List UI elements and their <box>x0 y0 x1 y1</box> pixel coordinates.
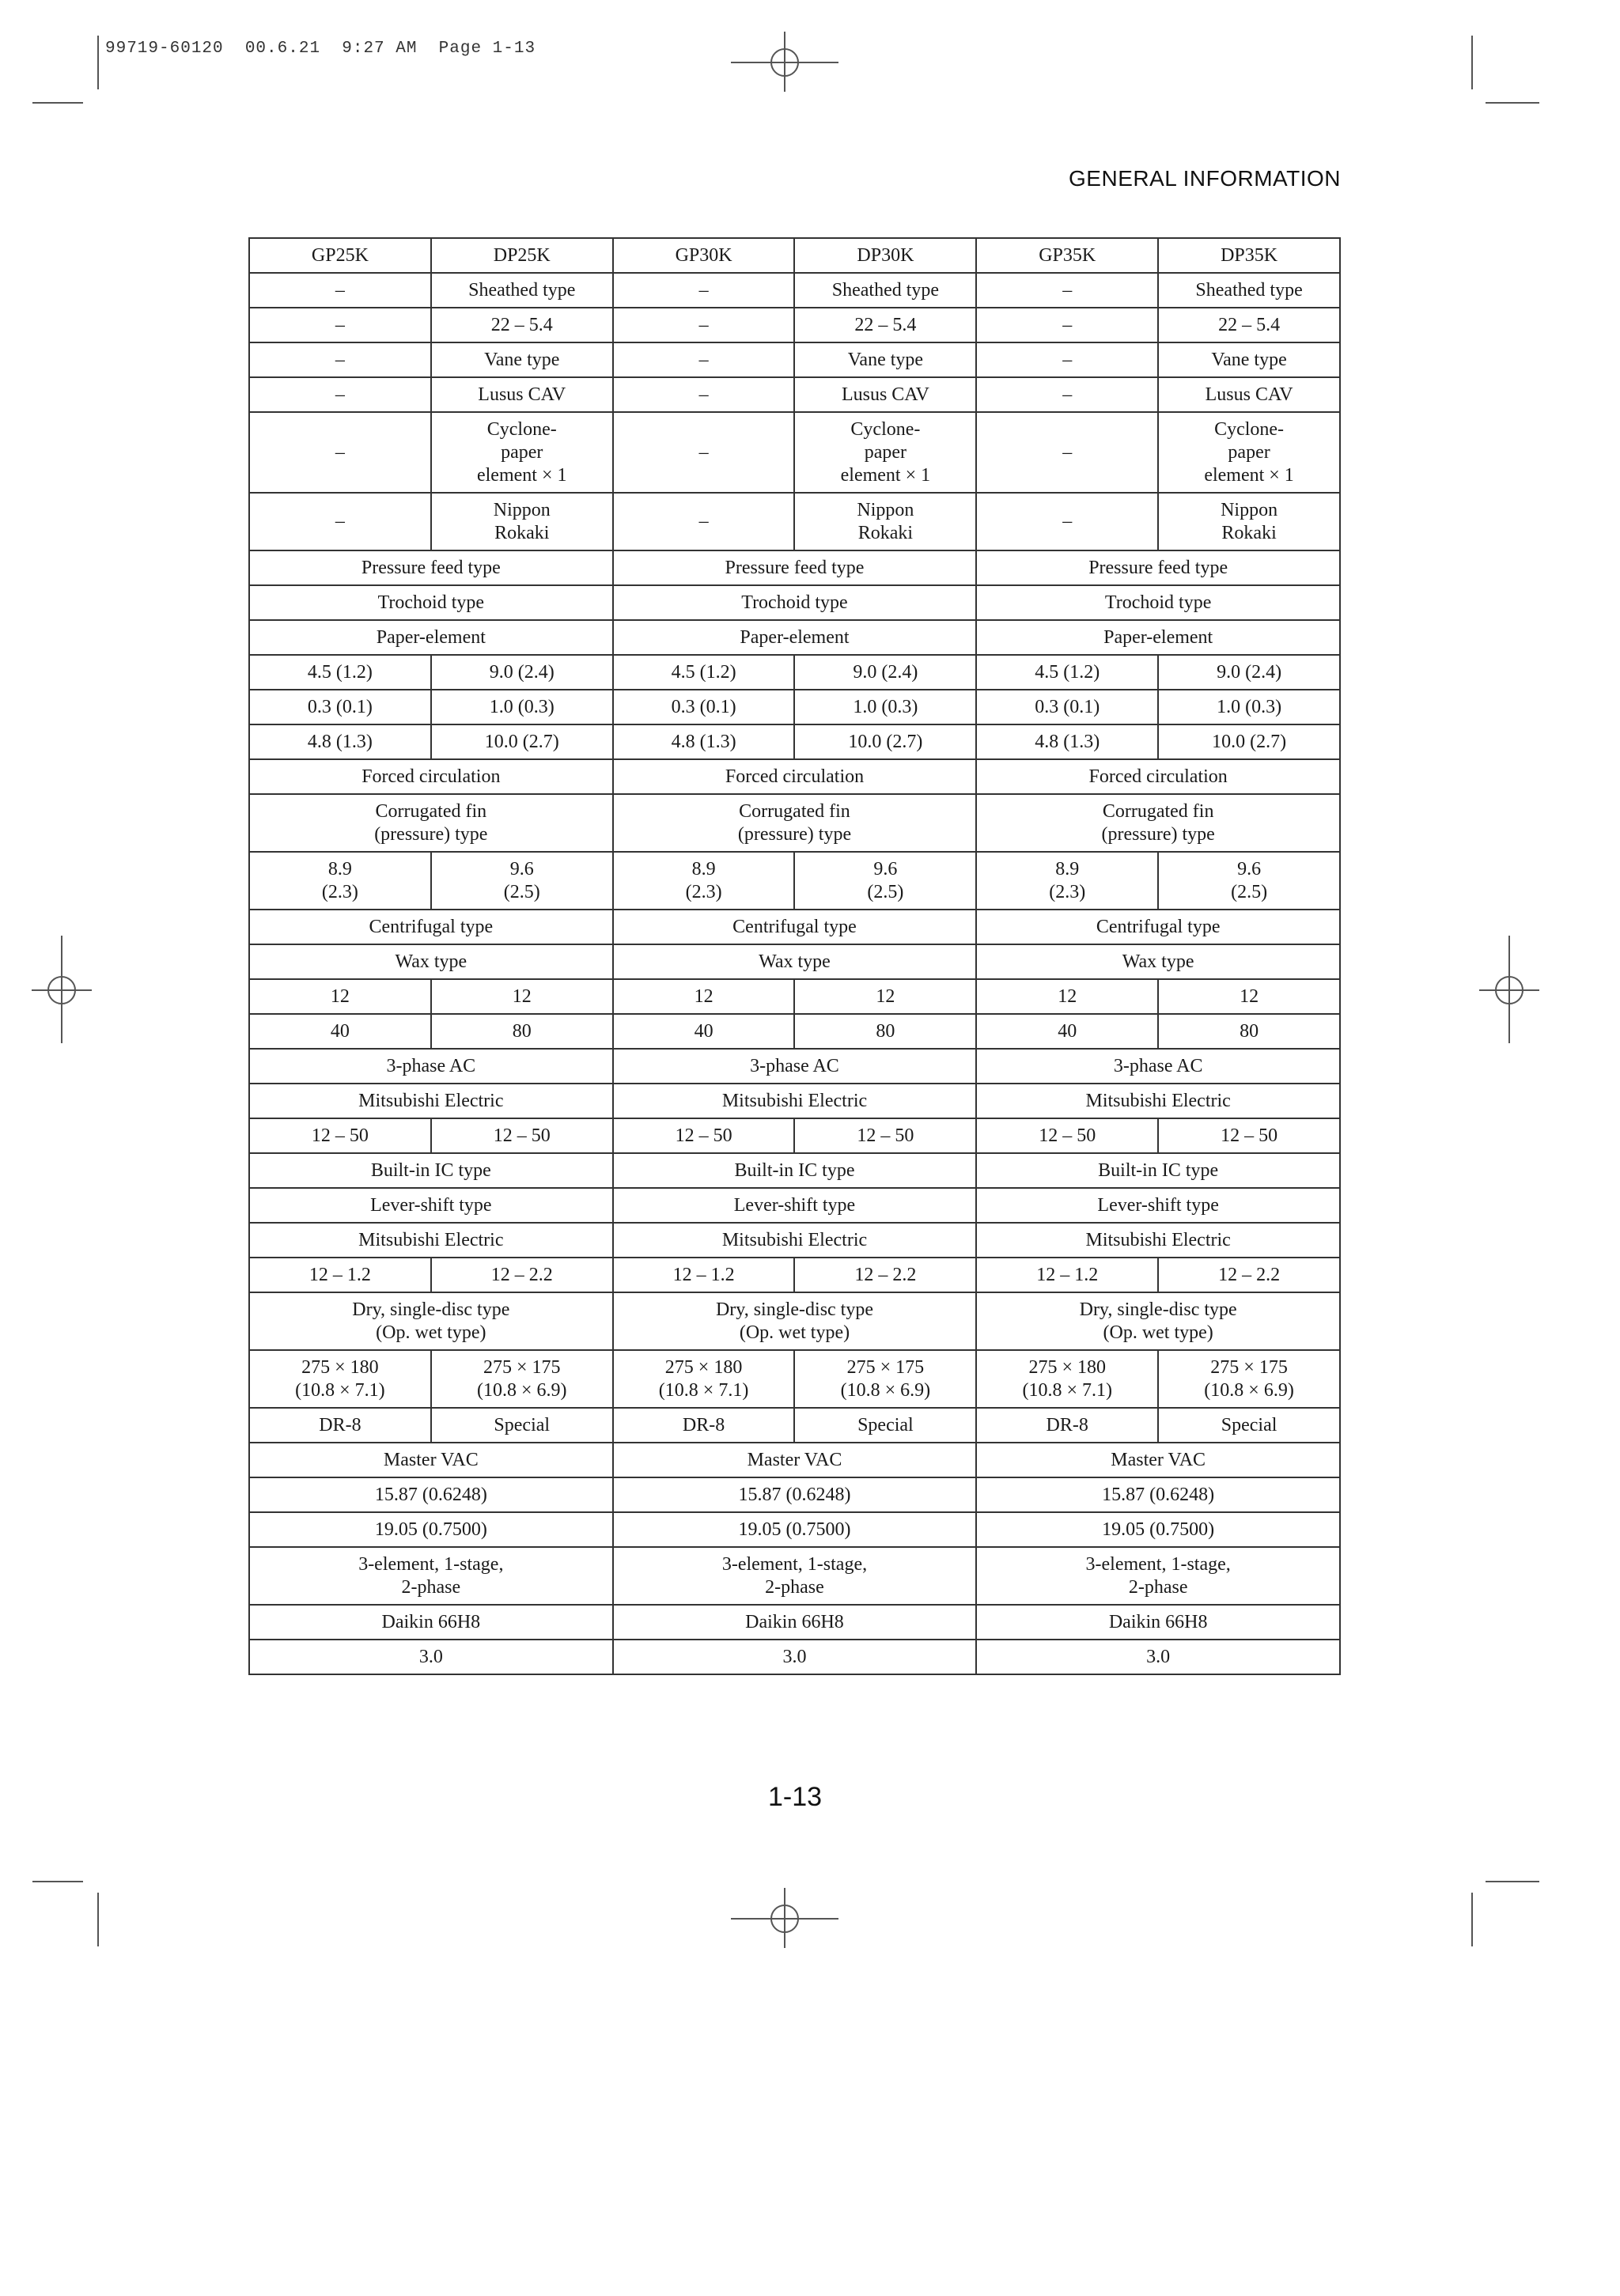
crop-mark <box>1471 36 1473 89</box>
table-cell: 15.87 (0.6248) <box>613 1477 977 1512</box>
table-row <box>249 1477 1340 1512</box>
table-cell: Mitsubishi Electric <box>249 1223 613 1258</box>
model-header: DP35K <box>1158 238 1340 273</box>
table-cell: Master VAC <box>613 1443 977 1477</box>
table-cell: Pressure feed type <box>249 550 613 585</box>
table-cell: Forced circulation <box>976 759 1340 794</box>
table-cell: Cyclone- paper element × 1 <box>1158 412 1340 493</box>
table-cell: 12 – 1.2 <box>976 1258 1158 1292</box>
table-row <box>249 944 1340 979</box>
table-cell: Built-in IC type <box>249 1153 613 1188</box>
table-cell: 12 – 50 <box>976 1118 1158 1153</box>
table-cell: Wax type <box>976 944 1340 979</box>
registration-mark <box>770 48 799 77</box>
table-cell: Dry, single-disc type (Op. wet type) <box>976 1292 1340 1350</box>
table-cell: 10.0 (2.7) <box>1158 724 1340 759</box>
table-cell: Centrifugal type <box>976 910 1340 944</box>
table-cell: 80 <box>794 1014 976 1049</box>
table-cell: – <box>613 342 795 377</box>
table-cell: Nippon Rokaki <box>1158 493 1340 550</box>
table-cell: 12 <box>613 979 795 1014</box>
table-cell: 12 <box>1158 979 1340 1014</box>
table-cell: Nippon Rokaki <box>794 493 976 550</box>
table-cell: Cyclone- paper element × 1 <box>794 412 976 493</box>
table-cell: Master VAC <box>976 1443 1340 1477</box>
table-cell: Sheathed type <box>431 273 613 308</box>
table-cell: 1.0 (0.3) <box>1158 690 1340 724</box>
table-cell: Corrugated fin (pressure) type <box>249 794 613 852</box>
table-cell: Mitsubishi Electric <box>976 1223 1340 1258</box>
table-cell: Mitsubishi Electric <box>976 1084 1340 1118</box>
table-cell: Centrifugal type <box>613 910 977 944</box>
table-cell: Lusus CAV <box>1158 377 1340 412</box>
table-row <box>249 493 1340 550</box>
table-cell: – <box>613 377 795 412</box>
table-cell: Paper-element <box>976 620 1340 655</box>
table-cell: – <box>976 412 1158 493</box>
table-cell: 15.87 (0.6248) <box>976 1477 1340 1512</box>
table-row <box>249 1547 1340 1605</box>
table-cell: 4.8 (1.3) <box>976 724 1158 759</box>
model-header: DP30K <box>794 238 976 273</box>
registration-mark <box>770 1905 799 1933</box>
table-row <box>249 979 1340 1014</box>
print-slug: 99719-60120 00.6.21 9:27 AM Page 1-13 <box>105 40 536 58</box>
table-row <box>249 852 1340 910</box>
table-cell: 10.0 (2.7) <box>431 724 613 759</box>
table-cell: Wax type <box>249 944 613 979</box>
table-cell: 3-phase AC <box>613 1049 977 1084</box>
table-cell: 9.0 (2.4) <box>431 655 613 690</box>
table-cell: Paper-element <box>613 620 977 655</box>
table-cell: 12 – 1.2 <box>613 1258 795 1292</box>
table-cell: 275 × 175 (10.8 × 6.9) <box>1158 1350 1340 1408</box>
table-cell: Corrugated fin (pressure) type <box>976 794 1340 852</box>
table-cell: Master VAC <box>249 1443 613 1477</box>
model-header: GP35K <box>976 238 1158 273</box>
crop-mark <box>1486 102 1539 104</box>
table-row <box>249 1350 1340 1408</box>
table-cell: – <box>249 493 431 550</box>
table-cell: – <box>613 412 795 493</box>
table-row <box>249 1258 1340 1292</box>
table-cell: Forced circulation <box>613 759 977 794</box>
crop-mark <box>1486 1881 1539 1882</box>
table-cell: 8.9 (2.3) <box>976 852 1158 910</box>
table-cell: 4.5 (1.2) <box>976 655 1158 690</box>
table-cell: 12 – 2.2 <box>1158 1258 1340 1292</box>
table-row <box>249 1014 1340 1049</box>
table-row <box>249 550 1340 585</box>
table-cell: Wax type <box>613 944 977 979</box>
table-cell: Nippon Rokaki <box>431 493 613 550</box>
table-cell: 40 <box>249 1014 431 1049</box>
crop-mark <box>97 1893 99 1946</box>
table-cell: 3-phase AC <box>976 1049 1340 1084</box>
table-cell: Vane type <box>1158 342 1340 377</box>
table-cell: 3-element, 1-stage, 2-phase <box>613 1547 977 1605</box>
table-cell: 12 – 50 <box>613 1118 795 1153</box>
crop-mark <box>1471 1893 1473 1946</box>
table-cell: Vane type <box>431 342 613 377</box>
table-cell: 3.0 <box>249 1640 613 1674</box>
table-cell: 12 <box>976 979 1158 1014</box>
table-cell: Dry, single-disc type (Op. wet type) <box>613 1292 977 1350</box>
table-row <box>249 342 1340 377</box>
table-cell: Lusus CAV <box>431 377 613 412</box>
table-cell: 275 × 180 (10.8 × 7.1) <box>976 1350 1158 1408</box>
table-row <box>249 1292 1340 1350</box>
table-row <box>249 724 1340 759</box>
table-cell: Vane type <box>794 342 976 377</box>
table-cell: 275 × 175 (10.8 × 6.9) <box>431 1350 613 1408</box>
table-cell: 12 – 2.2 <box>431 1258 613 1292</box>
table-cell: 12 – 50 <box>431 1118 613 1153</box>
table-cell: 4.8 (1.3) <box>249 724 431 759</box>
table-cell: Trochoid type <box>249 585 613 620</box>
table-cell: Centrifugal type <box>249 910 613 944</box>
table-cell: – <box>249 377 431 412</box>
table-cell: 3-element, 1-stage, 2-phase <box>249 1547 613 1605</box>
table-cell: 9.6 (2.5) <box>431 852 613 910</box>
registration-mark <box>1495 976 1523 1004</box>
table-header-row <box>249 238 1340 273</box>
section-title: GENERAL INFORMATION <box>1069 166 1341 191</box>
table-row <box>249 655 1340 690</box>
table-row <box>249 1223 1340 1258</box>
table-cell: 4.5 (1.2) <box>249 655 431 690</box>
table-cell: 19.05 (0.7500) <box>613 1512 977 1547</box>
table-row <box>249 585 1340 620</box>
table-cell: Built-in IC type <box>976 1153 1340 1188</box>
table-cell: – <box>613 493 795 550</box>
table-cell: Mitsubishi Electric <box>249 1084 613 1118</box>
model-header: GP30K <box>613 238 795 273</box>
table-cell: – <box>613 273 795 308</box>
table-cell: Daikin 66H8 <box>976 1605 1340 1640</box>
registration-mark <box>47 976 76 1004</box>
table-cell: Forced circulation <box>249 759 613 794</box>
table-cell: Trochoid type <box>613 585 977 620</box>
table-cell: 3-phase AC <box>249 1049 613 1084</box>
table-row <box>249 1084 1340 1118</box>
table-cell: – <box>249 342 431 377</box>
table-cell: Sheathed type <box>1158 273 1340 308</box>
page-number: 1-13 <box>767 1782 823 1812</box>
table-row <box>249 1408 1340 1443</box>
table-cell: Sheathed type <box>794 273 976 308</box>
table-cell: 22 – 5.4 <box>794 308 976 342</box>
table-cell: 12 <box>794 979 976 1014</box>
table-cell: Built-in IC type <box>613 1153 977 1188</box>
table-row <box>249 910 1340 944</box>
table-cell: Special <box>1158 1408 1340 1443</box>
table-cell: 12 <box>249 979 431 1014</box>
table-cell: – <box>976 377 1158 412</box>
table-cell: 4.5 (1.2) <box>613 655 795 690</box>
table-row <box>249 412 1340 493</box>
table-row <box>249 1118 1340 1153</box>
table-cell: 15.87 (0.6248) <box>249 1477 613 1512</box>
table-row <box>249 308 1340 342</box>
table-row <box>249 1188 1340 1223</box>
table-row <box>249 273 1340 308</box>
table-cell: 19.05 (0.7500) <box>976 1512 1340 1547</box>
table-cell: 12 – 50 <box>249 1118 431 1153</box>
table-cell: 9.0 (2.4) <box>1158 655 1340 690</box>
crop-mark <box>32 1881 83 1882</box>
table-row <box>249 1640 1340 1674</box>
table-cell: 275 × 180 (10.8 × 7.1) <box>613 1350 795 1408</box>
model-header: DP25K <box>431 238 613 273</box>
table-cell: 12 – 50 <box>794 1118 976 1153</box>
spec-table-body <box>249 238 1340 1674</box>
table-cell: 0.3 (0.1) <box>613 690 795 724</box>
table-cell: 10.0 (2.7) <box>794 724 976 759</box>
table-cell: 40 <box>613 1014 795 1049</box>
table-cell: 3-element, 1-stage, 2-phase <box>976 1547 1340 1605</box>
table-cell: 275 × 175 (10.8 × 6.9) <box>794 1350 976 1408</box>
table-cell: – <box>976 342 1158 377</box>
table-cell: DR-8 <box>249 1408 431 1443</box>
table-cell: 12 – 2.2 <box>794 1258 976 1292</box>
table-cell: 22 – 5.4 <box>1158 308 1340 342</box>
crop-mark <box>97 36 99 89</box>
table-cell: Lusus CAV <box>794 377 976 412</box>
table-row <box>249 1512 1340 1547</box>
table-cell: 22 – 5.4 <box>431 308 613 342</box>
table-cell: – <box>249 308 431 342</box>
table-cell: Daikin 66H8 <box>249 1605 613 1640</box>
table-cell: – <box>976 273 1158 308</box>
table-cell: Special <box>794 1408 976 1443</box>
table-row <box>249 690 1340 724</box>
table-cell: Trochoid type <box>976 585 1340 620</box>
model-header: GP25K <box>249 238 431 273</box>
table-cell: 0.3 (0.1) <box>976 690 1158 724</box>
table-cell: 1.0 (0.3) <box>431 690 613 724</box>
table-cell: 9.6 (2.5) <box>794 852 976 910</box>
table-cell: 12 – 50 <box>1158 1118 1340 1153</box>
table-cell: DR-8 <box>613 1408 795 1443</box>
table-row <box>249 759 1340 794</box>
table-cell: 8.9 (2.3) <box>613 852 795 910</box>
table-cell: Lever-shift type <box>249 1188 613 1223</box>
table-cell: Mitsubishi Electric <box>613 1223 977 1258</box>
table-cell: Daikin 66H8 <box>613 1605 977 1640</box>
table-row <box>249 377 1340 412</box>
table-row <box>249 1605 1340 1640</box>
table-cell: – <box>249 273 431 308</box>
crop-mark <box>32 102 83 104</box>
table-cell: – <box>976 308 1158 342</box>
table-cell: 1.0 (0.3) <box>794 690 976 724</box>
table-cell: Pressure feed type <box>613 550 977 585</box>
table-cell: 3.0 <box>613 1640 977 1674</box>
table-cell: Lever-shift type <box>613 1188 977 1223</box>
table-cell: DR-8 <box>976 1408 1158 1443</box>
table-row <box>249 1049 1340 1084</box>
table-cell: – <box>249 412 431 493</box>
table-cell: Lever-shift type <box>976 1188 1340 1223</box>
table-row <box>249 1153 1340 1188</box>
table-cell: 12 <box>431 979 613 1014</box>
table-cell: 9.0 (2.4) <box>794 655 976 690</box>
table-cell: 80 <box>431 1014 613 1049</box>
table-cell: – <box>976 493 1158 550</box>
table-cell: 40 <box>976 1014 1158 1049</box>
table-cell: Cyclone- paper element × 1 <box>431 412 613 493</box>
table-cell: 9.6 (2.5) <box>1158 852 1340 910</box>
table-cell: – <box>613 308 795 342</box>
table-cell: 19.05 (0.7500) <box>249 1512 613 1547</box>
table-row <box>249 794 1340 852</box>
table-cell: Pressure feed type <box>976 550 1340 585</box>
spec-table <box>248 237 1341 1675</box>
table-cell: 8.9 (2.3) <box>249 852 431 910</box>
table-cell: Paper-element <box>249 620 613 655</box>
table-row <box>249 1443 1340 1477</box>
table-cell: Dry, single-disc type (Op. wet type) <box>249 1292 613 1350</box>
table-cell: Mitsubishi Electric <box>613 1084 977 1118</box>
table-cell: 80 <box>1158 1014 1340 1049</box>
table-cell: 12 – 1.2 <box>249 1258 431 1292</box>
table-cell: 3.0 <box>976 1640 1340 1674</box>
table-cell: 275 × 180 (10.8 × 7.1) <box>249 1350 431 1408</box>
table-cell: Corrugated fin (pressure) type <box>613 794 977 852</box>
table-cell: 4.8 (1.3) <box>613 724 795 759</box>
table-cell: Special <box>431 1408 613 1443</box>
table-row <box>249 620 1340 655</box>
table-cell: 0.3 (0.1) <box>249 690 431 724</box>
